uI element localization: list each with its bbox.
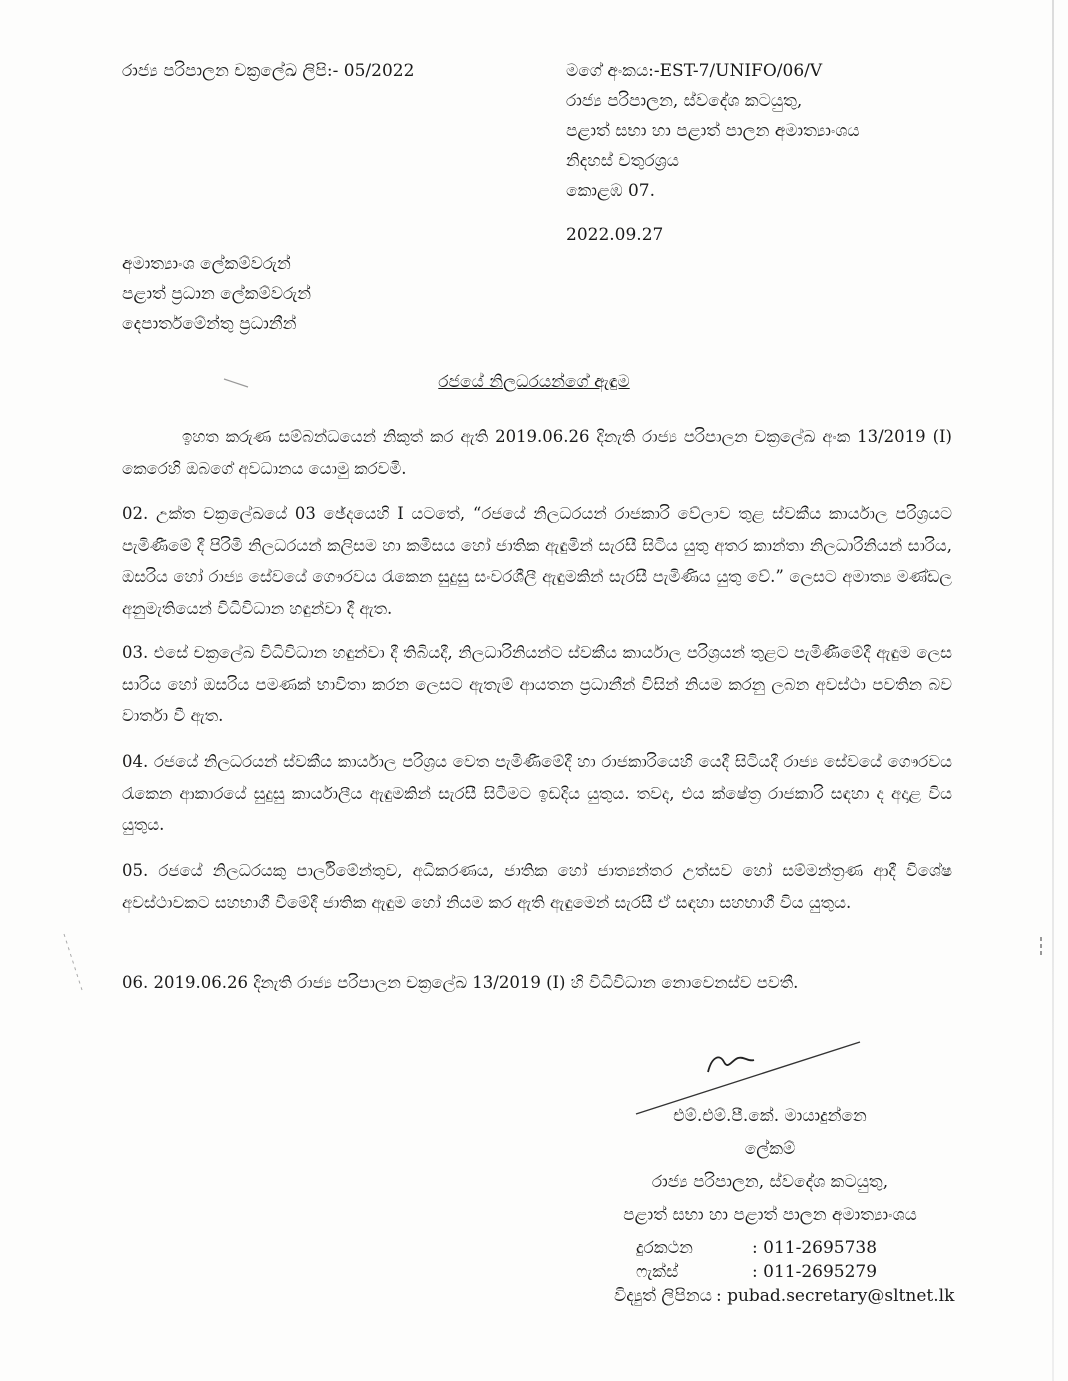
signer-details [560, 1100, 980, 1232]
email-label: විද්‍යුත් ලිපිනය [614, 1286, 712, 1306]
signer-name: එම්.එම්.පී.කේ. මායාදුන්නෙ [673, 1106, 867, 1126]
subject-heading [0, 367, 1068, 397]
my-reference: මගේ අංකය:-EST-7/UNIFO/06/V [566, 61, 823, 81]
letter-date: 2022.09.27 [566, 225, 664, 245]
circular-number: රාජ්‍ය පරිපාලන චක්‍රලේඛ ලිපි:- 05/2022 [122, 61, 415, 81]
paragraph-03: 03. එසේ චක්‍රලේඛ විධිවිධාන හඳුන්වා දී තිබියදී, නිලධාරිනියන්ට ස්වකීය කාර්යාල පරිශ්‍රයන් තුළට පැමිණීමේදී ඇඳුම ලෙස සාරිය හෝ ඔසරිය පමණක් භාවිතා කරන ලෙසට ඇතැම් ආයතන ප්‍රධානීන් විසින් නියම කරනු ලබන අවස්ථා පවතින බව වාර්තා වී ඇත. [122, 643, 952, 725]
contact-phone [614, 1236, 954, 1260]
addressees [122, 249, 311, 339]
ministry-line-1: රාජ්‍ය පරිපාලන, ස්වදේශ කටයුතු, [566, 91, 803, 111]
contact-details [614, 1236, 954, 1308]
scan-edge [1052, 0, 1054, 1381]
reference-block [566, 56, 966, 206]
paragraph-06: 06. 2019.06.26 දිනැති රාජ්‍ය පරිපාලන චක්‍රලේඛ 13/2019 (I) හි විධිවිධාන නොවෙනස්ව පවතී. [122, 973, 799, 992]
paragraph-05: 05. රජයේ නිලධරයකු පාර්ලිමේන්තුව, අධිකරණය, ජාතික හෝ ජාත්‍යන්තර උත්සව හෝ සම්මන්ත්‍රණ ආදී විශේෂ අවස්ථාවකට සහභාගී වීමේදී ජාතික ඇඳුම හෝ නියම කර ඇති ඇඳුමෙන් සැරසී ඒ සඳහා සහභාගී විය යුතුය. [122, 861, 952, 912]
signer-ministry-1: රාජ්‍ය පරිපාලන, ස්වදේශ කටයුතු, [651, 1172, 889, 1192]
subject-text: රජයේ නිලධරයන්ගේ ඇඳුම [438, 372, 630, 392]
scan-speck [1036, 935, 1046, 959]
addressee-2: පළාත් ප්‍රධාන ලේකම්වරුන් [122, 284, 312, 304]
fax-label: ෆැක්ස් [636, 1262, 679, 1282]
addressee-1: අමාත්‍යාංශ ලේකම්වරුන් [122, 254, 291, 274]
email-value: : pubad.secretary@sltnet.lk [715, 1286, 955, 1306]
ministry-city: කොළඹ 07. [566, 181, 655, 201]
ministry-building: නිදහස් චතුරශ්‍රය [566, 151, 680, 171]
phone-label: දුරකථන [636, 1238, 693, 1258]
paragraph-intro: ඉහත කරුණ සම්බන්ධයෙන් නිකුත් කර ඇති 2019.06.26 දිනැති රාජ්‍ය පරිපාලන චක්‍රලේඛ අංක 13/2019 (I) කෙරෙහි ඔබගේ අවධානය යොමු කරවමි. [122, 427, 952, 478]
paragraph-02: 02. උක්ත චක්‍රලේඛයේ 03 ඡේදයෙහි I යටතේ, “රජයේ නිලධරයන් රාජකාරි වේලාව තුළ ස්වකීය කාර්යාල පරිශ්‍රයට පැමිණීමේ දී පිරිමි නිලධරයන් කලිසම හා කමිසය හෝ ජාතික ඇඳුමින් සැරසී සිටිය යුතු අතර කාන්තා නිලධාරිනියන් සාරිය, ඔසරිය හෝ රාජ්‍ය සේවයේ ගෞරවය රැකෙන සුදුසු සංවරශීලී ඇඳුමකින් සැරසී පැමිණිය යුතු වේ.” ලෙසට අමාත්‍ය මණ්ඩල අනුමැතියෙන් විධිවිධාන හඳුන්වා දී ඇත. [122, 504, 952, 618]
paragraph-04: 04. රජයේ නිලධරයන් ස්වකීය කාර්යාල පරිශ්‍රය වෙත පැමිණීමේදී හා රාජකාරියෙහි යෙදී සිටියදී රාජ්‍ය සේවයේ ගෞරවය රැකෙන ආකාරයේ සුදුසු කාර්යාලීය ඇඳුමකින් සැරසී සිටීමට ඉඩදිය යුතුය. තවද, එය ක්ෂේත්‍ර රාජකාරි සඳහා ද අදාළ විය යුතුය. [122, 752, 952, 834]
ministry-line-2: පළාත් සභා හා පළාත් පාලන අමාත්‍යාංශය [566, 121, 860, 141]
signer-ministry-2: පළාත් සභා හා පළාත් පාලන අමාත්‍යාංශය [623, 1205, 917, 1225]
contact-email [614, 1284, 954, 1308]
fax-value: : 011-2695279 [752, 1262, 878, 1282]
scan-speck [60, 930, 90, 1000]
signer-title: ලේකම් [744, 1139, 796, 1159]
phone-value: : 011-2695738 [752, 1238, 878, 1258]
contact-fax [614, 1260, 954, 1284]
addressee-3: දෙපාර්තමේන්තු ප්‍රධානීන් [122, 314, 297, 334]
